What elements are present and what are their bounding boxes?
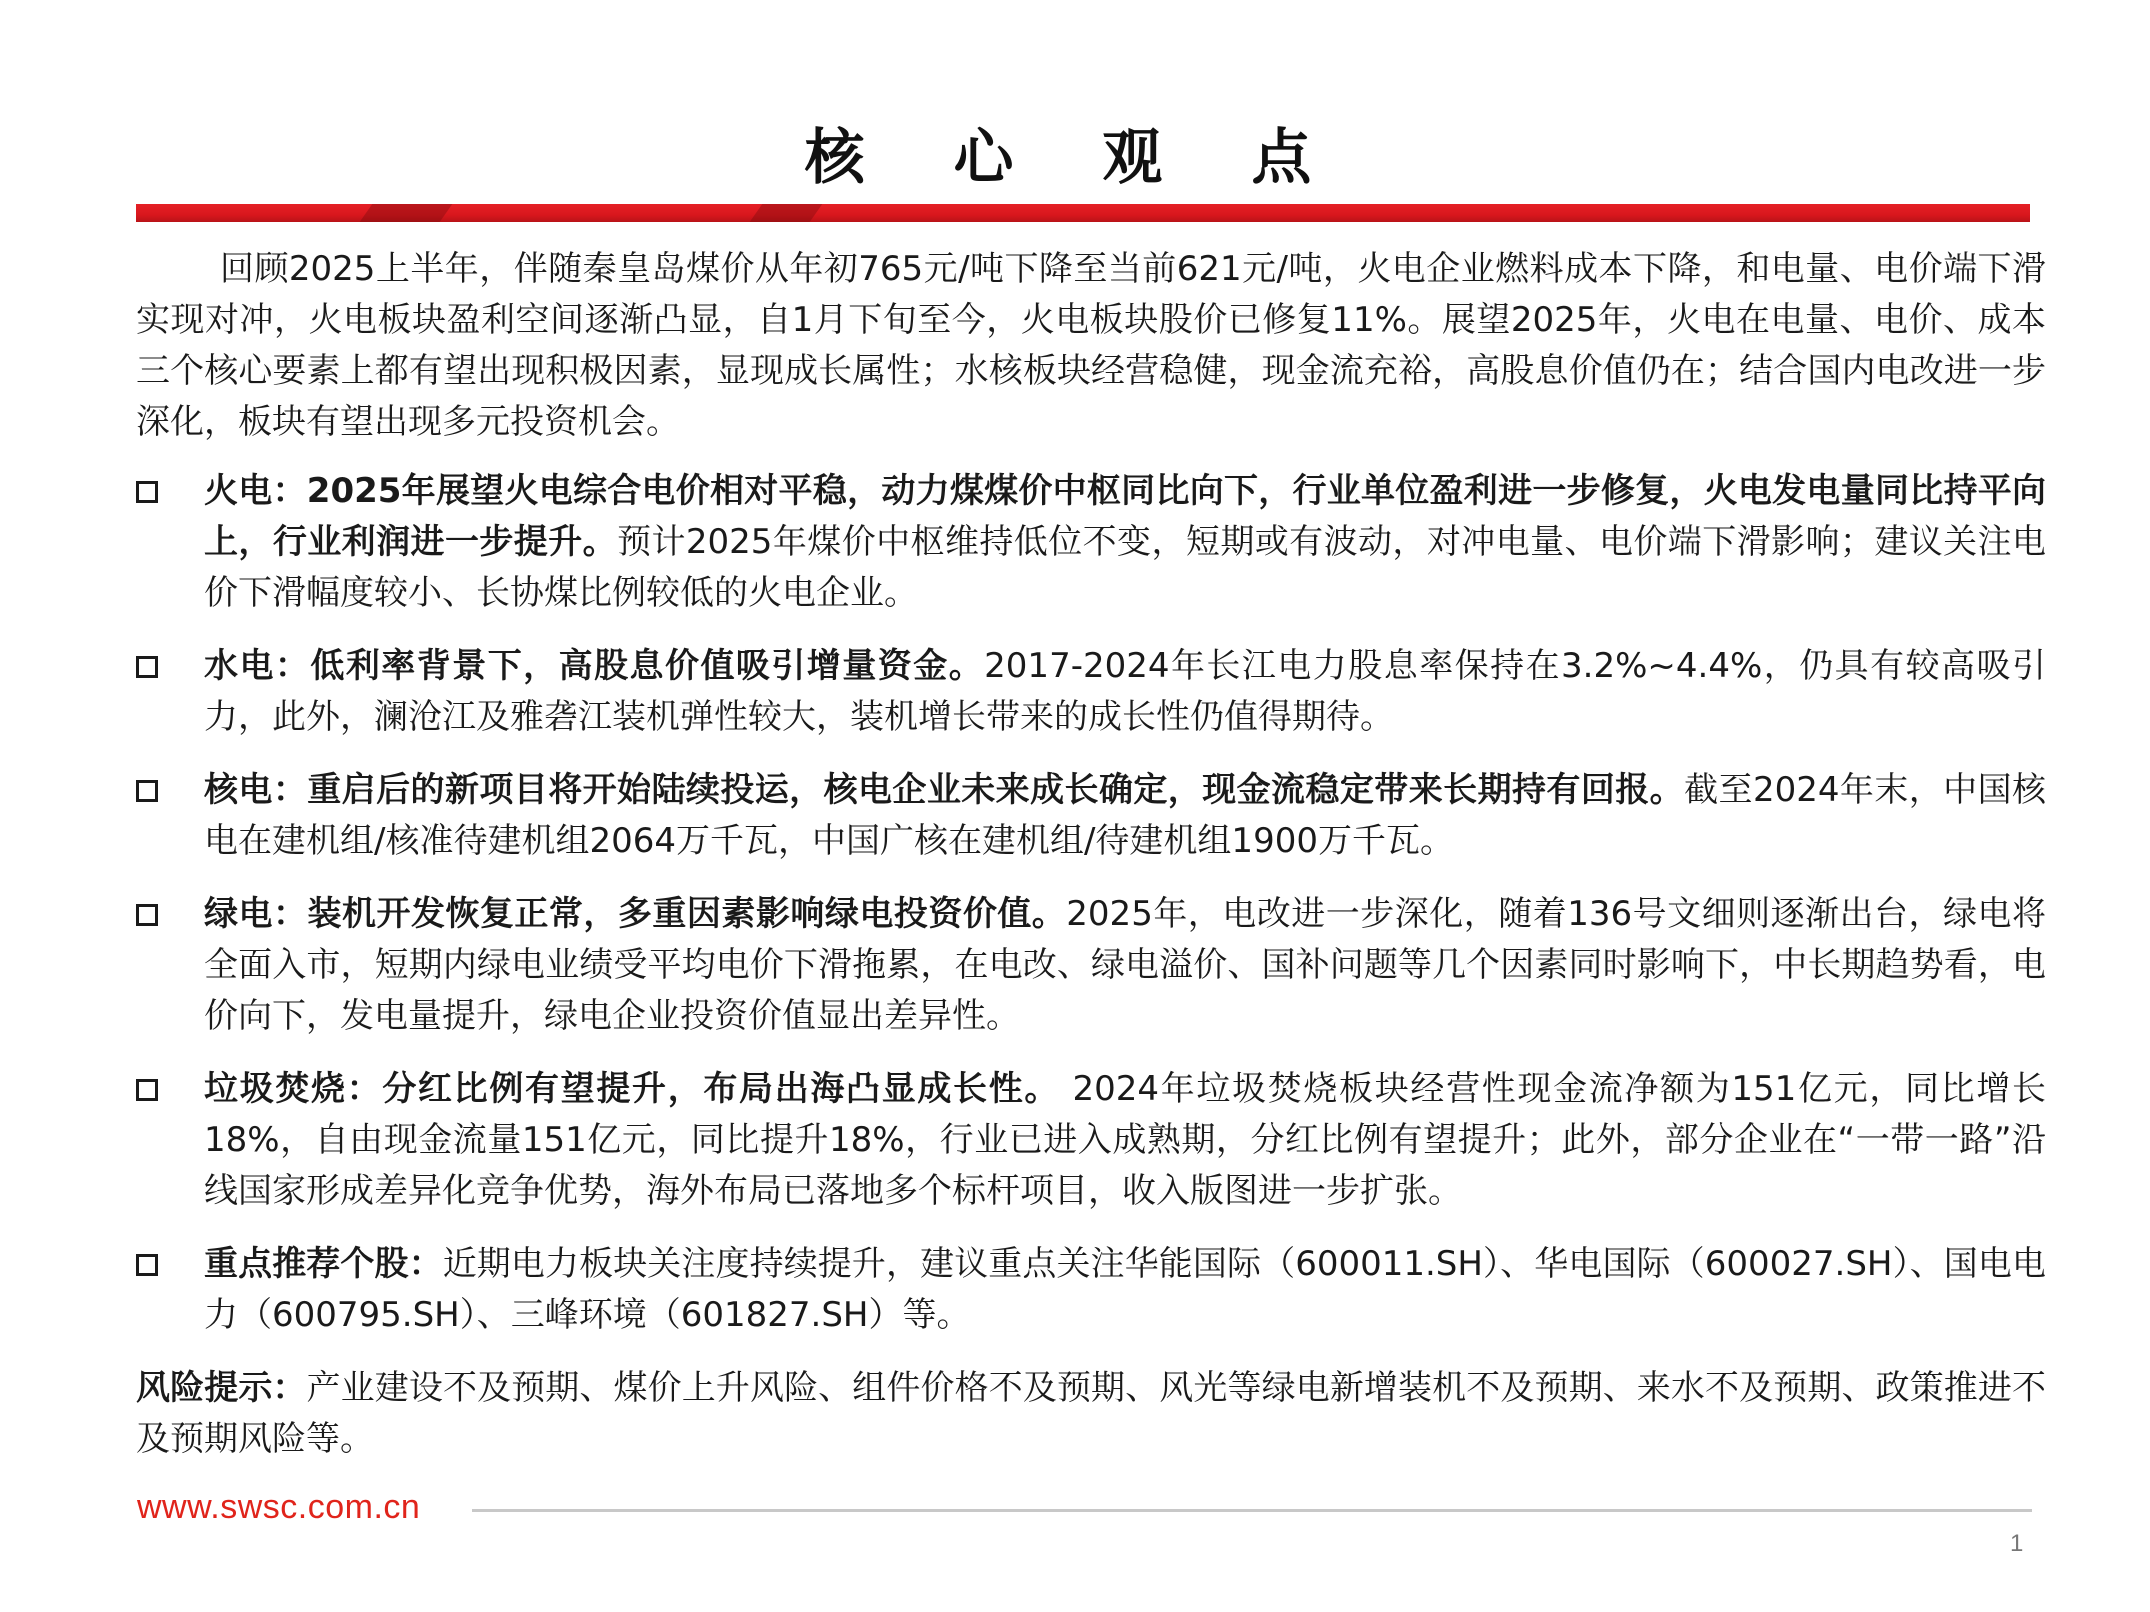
bullet-waste-incineration (136, 1064, 2056, 1217)
footer-website-link[interactable]: www.swsc.com.cn (137, 1488, 421, 1526)
bullet-green-power (136, 889, 2056, 1042)
bullet-nuclear-power (136, 765, 2056, 867)
checkbox-bullet-icon (136, 656, 158, 678)
bullet-highlight: 绿电：装机开发恢复正常，多重因素影响绿电投资价值。 (204, 894, 1067, 934)
bullet-thermal-power (136, 466, 2056, 619)
bullet-text: 截至2024年末，中国核电在建机组/核准待建机组2064万千瓦，中国广核在建机组/待建机组1900万千瓦。 (204, 770, 2047, 861)
checkbox-bullet-icon (136, 780, 158, 802)
risk-warning (136, 1363, 2056, 1465)
bullet-text: 2017-2024年长江电力股息率保持在3.2%~4.4%，仍具有较高吸引力，此外，澜沧江及雅砻江装机弹性较大，装机增长带来的成长性仍值得期待。 (204, 646, 2046, 737)
bullet-highlight: 核电：重启后的新项目将开始陆续投运，核电企业未来成长确定，现金流稳定带来长期持有回报。 (204, 770, 1685, 810)
bullet-text: 2024年垃圾焚烧板块经营性现金流净额为151亿元，同比增长18%，自由现金流量151亿元，同比提升18%，行业已进入成熟期，分红比例有望提升；此外，部分企业在“一带一路”沿线国家形成差异化竞争优势，海外布局已落地多个标杆项目，收入版图进一步扩张。 (204, 1069, 2046, 1211)
footer-divider (472, 1509, 2032, 1512)
checkbox-bullet-icon (136, 904, 158, 926)
bullet-highlight: 水电：低利率背景下，高股息价值吸引增量资金。 (204, 646, 985, 686)
page-title: 核 心 观 点 (804, 123, 1346, 193)
bullet-hydro-power (136, 641, 2056, 743)
bullet-recommended-stocks (136, 1239, 2056, 1341)
bullet-text: 预计2025年煤价中枢维持低位不变，短期或有波动，对冲电量、电价端下滑影响；建议关注电价下滑幅度较小、长协煤比例较低的火电企业。 (204, 522, 2047, 613)
checkbox-bullet-icon (136, 1079, 158, 1101)
checkbox-bullet-icon (136, 1254, 158, 1276)
risk-text: 产业建设不及预期、煤价上升风险、组件价格不及预期、风光等绿电新增装机不及预期、来水不及预期、政策推进不及预期风险等。 (136, 1368, 2046, 1459)
page-number: 1 (2010, 1530, 2024, 1557)
bullet-highlight: 垃圾焚烧：分红比例有望提升，布局出海凸显成长性。 (204, 1069, 1061, 1109)
bullet-highlight: 重点推荐个股： (204, 1244, 443, 1284)
bullet-text: 2025年，电改进一步深化，随着136号文细则逐渐出台，绿电将全面入市，短期内绿电业绩受平均电价下滑拖累，在电改、绿电溢价、国补问题等几个因素同时影响下，中长期趋势看，电价向下，发电量提升，绿电企业投资价值显出差异性。 (204, 894, 2047, 1036)
risk-label: 风险提示： (136, 1368, 307, 1408)
checkbox-bullet-icon (136, 481, 158, 503)
bullet-highlight: 火电：2025年展望火电综合电价相对平稳，动力煤煤价中枢同比向下，行业单位盈利进一步修复，火电发电量同比持平向上，行业利润进一步提升。 (204, 471, 2046, 562)
intro-paragraph: 回顾2025上半年，伴随秦皇岛煤价从年初765元/吨下降至当前621元/吨，火电企业燃料成本下降，和电量、电价端下滑实现对冲，火电板块盈利空间逐渐凸显，自1月下旬至今，火电板块股价已修复11%。展望2025年，火电在电量、电价、成本三个核心要素上都有望出现积极因素，显现成长属性；水核板块经营稳健，现金流充裕，高股息价值仍在；结合国内电改进一步深化，板块有望出现多元投资机会。 (136, 249, 2046, 442)
title-underline-bar (136, 204, 2030, 222)
main-content (136, 244, 2056, 1465)
bullet-text: 近期电力板块关注度持续提升，建议重点关注华能国际（600011.SH）、华电国际（600027.SH）、国电电力（600795.SH）、三峰环境（601827.SH）等。 (204, 1244, 2046, 1335)
